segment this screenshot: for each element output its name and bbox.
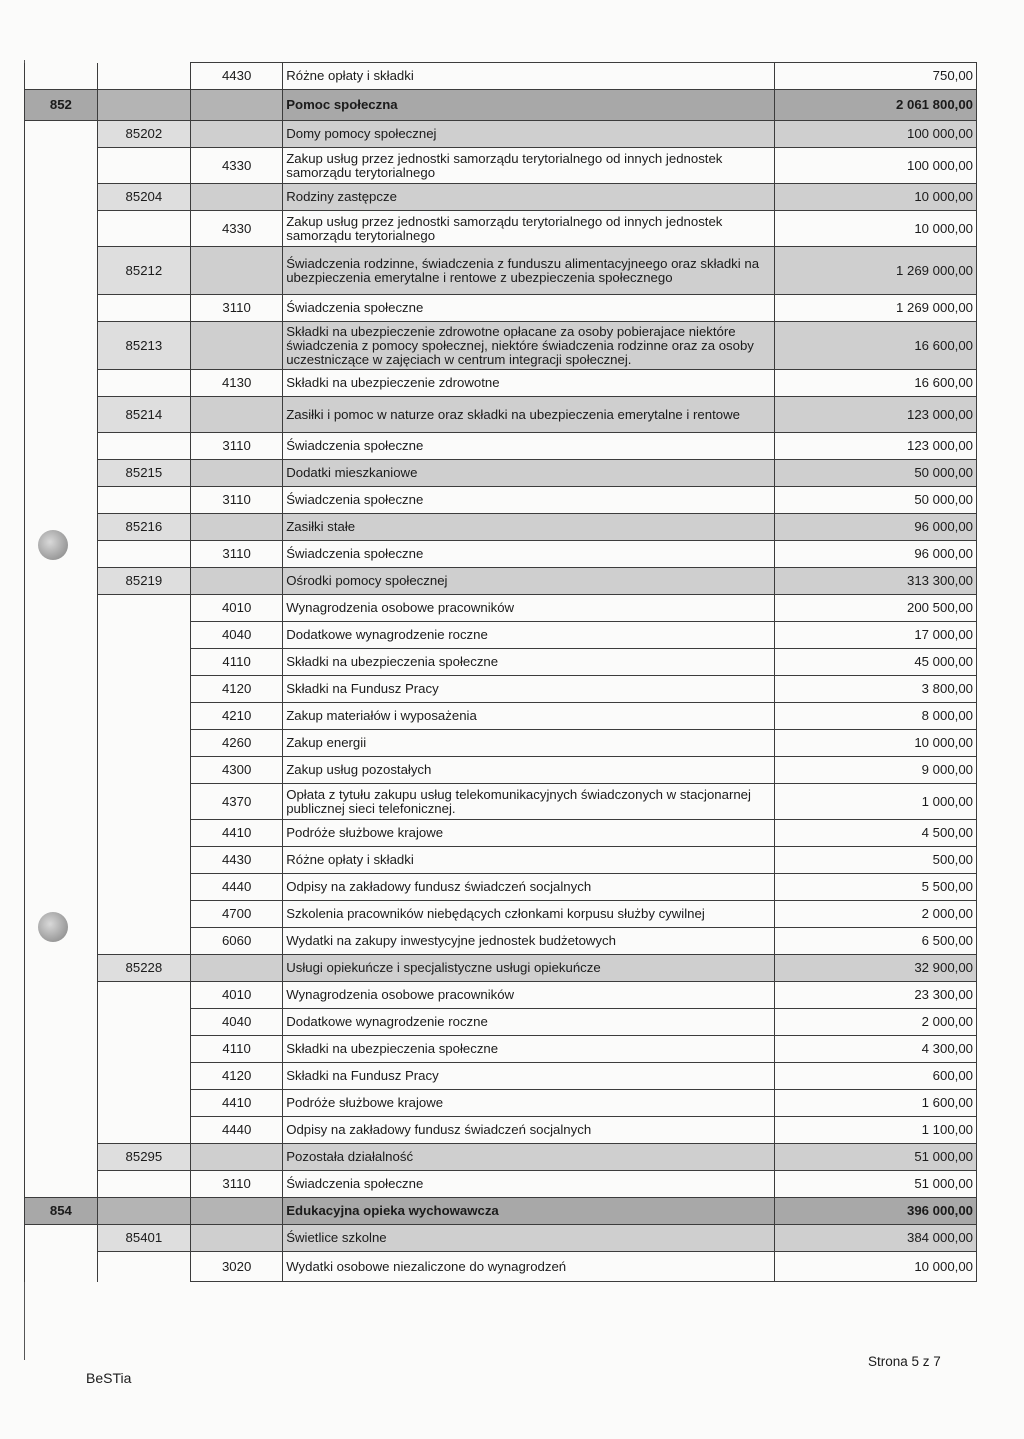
chapter-code	[97, 1252, 190, 1282]
amount: 6 500,00	[775, 928, 977, 955]
paragraph-code: 3110	[191, 1171, 283, 1198]
item-name: Zakup usług przez jednostki samorządu terytorialnego od innych jednostek samorządu terytorialnego	[283, 211, 775, 247]
amount: 750,00	[775, 63, 977, 90]
paragraph-code: 4120	[191, 676, 283, 703]
item-name: Zakup usług przez jednostki samorządu terytorialnego od innych jednostek samorządu terytorialnego	[283, 148, 775, 184]
paragraph-row	[25, 784, 977, 820]
chapter-code	[97, 1036, 190, 1063]
section-code	[25, 247, 98, 295]
amount: 50 000,00	[775, 460, 977, 487]
chapter-code: 85219	[97, 568, 190, 595]
paragraph-code: 3110	[191, 295, 283, 322]
chapter-code: 85216	[97, 514, 190, 541]
amount: 1 269 000,00	[775, 295, 977, 322]
item-name: Podróże służbowe krajowe	[283, 1090, 775, 1117]
section-row	[25, 90, 977, 121]
chapter-code	[97, 295, 190, 322]
paragraph-code: 4040	[191, 1009, 283, 1036]
section-code	[25, 928, 98, 955]
chapter-code	[97, 211, 190, 247]
paragraph-code: 4430	[191, 847, 283, 874]
chapter-code	[97, 1198, 190, 1225]
item-name: Wydatki osobowe niezaliczone do wynagrodzeń	[283, 1252, 775, 1282]
producer-label: BeSTia	[86, 1370, 132, 1386]
amount: 16 600,00	[775, 322, 977, 370]
chapter-row	[25, 397, 977, 433]
item-name: Składki na ubezpieczenie zdrowotne	[283, 370, 775, 397]
paragraph-code	[191, 90, 283, 121]
paragraph-row	[25, 874, 977, 901]
paragraph-code	[191, 460, 283, 487]
paragraph-row	[25, 1036, 977, 1063]
item-name: Podróże służbowe krajowe	[283, 820, 775, 847]
chapter-code	[97, 1090, 190, 1117]
section-code	[25, 1009, 98, 1036]
item-name: Składki na ubezpieczenie zdrowotne opłacane za osoby pobierajace niektóre świadczenia z pomocy społecznej, niektóre świadczenia rodzinne oraz za osoby uczestniczące w zajęciach w centrum integracji społecznej.	[283, 322, 775, 370]
amount: 4 300,00	[775, 1036, 977, 1063]
amount: 51 000,00	[775, 1144, 977, 1171]
amount: 23 300,00	[775, 982, 977, 1009]
amount: 2 000,00	[775, 901, 977, 928]
paragraph-row	[25, 649, 977, 676]
paragraph-row	[25, 1009, 977, 1036]
section-code	[25, 568, 98, 595]
paragraph-row	[25, 1063, 977, 1090]
chapter-code	[97, 541, 190, 568]
chapter-code	[97, 370, 190, 397]
item-name: Zasiłki i pomoc w naturze oraz składki na ubezpieczenia emerytalne i rentowe	[283, 397, 775, 433]
section-code	[25, 703, 98, 730]
paragraph-row	[25, 622, 977, 649]
amount: 2 061 800,00	[775, 90, 977, 121]
paragraph-code: 4700	[191, 901, 283, 928]
chapter-row	[25, 247, 977, 295]
amount: 123 000,00	[775, 397, 977, 433]
section-code	[25, 295, 98, 322]
chapter-code	[97, 982, 190, 1009]
item-name: Opłata z tytułu zakupu usług telekomunikacyjnych świadczonych w stacjonarnej publicznej sieci telefonicznej.	[283, 784, 775, 820]
paragraph-row	[25, 433, 977, 460]
item-name: Świadczenia społeczne	[283, 1171, 775, 1198]
chapter-code	[97, 730, 190, 757]
paragraph-row	[25, 928, 977, 955]
paragraph-code: 3110	[191, 541, 283, 568]
section-code	[25, 757, 98, 784]
paragraph-row	[25, 820, 977, 847]
chapter-code	[97, 1171, 190, 1198]
amount: 123 000,00	[775, 433, 977, 460]
chapter-code	[97, 595, 190, 622]
paragraph-row	[25, 595, 977, 622]
chapter-code	[97, 928, 190, 955]
section-code	[25, 622, 98, 649]
paragraph-code: 6060	[191, 928, 283, 955]
paragraph-row	[25, 148, 977, 184]
amount: 396 000,00	[775, 1198, 977, 1225]
chapter-row	[25, 1144, 977, 1171]
amount: 51 000,00	[775, 1171, 977, 1198]
paragraph-code: 4410	[191, 1090, 283, 1117]
item-name: Usługi opiekuńcze i specjalistyczne usługi opiekuńcze	[283, 955, 775, 982]
paragraph-code	[191, 397, 283, 433]
item-name: Dodatkowe wynagrodzenie roczne	[283, 1009, 775, 1036]
chapter-code	[97, 901, 190, 928]
item-name: Edukacyjna opieka wychowawcza	[283, 1198, 775, 1225]
amount: 313 300,00	[775, 568, 977, 595]
chapter-row	[25, 955, 977, 982]
paragraph-code: 4110	[191, 1036, 283, 1063]
paragraph-row	[25, 901, 977, 928]
amount: 45 000,00	[775, 649, 977, 676]
chapter-code: 85214	[97, 397, 190, 433]
item-name: Zakup usług pozostałych	[283, 757, 775, 784]
paragraph-code: 4110	[191, 649, 283, 676]
item-name: Dodatkowe wynagrodzenie roczne	[283, 622, 775, 649]
paragraph-code: 4120	[191, 1063, 283, 1090]
amount: 100 000,00	[775, 121, 977, 148]
budget-table-body	[25, 63, 977, 1282]
item-name: Rodziny zastępcze	[283, 184, 775, 211]
item-name: Odpisy na zakładowy fundusz świadczeń socjalnych	[283, 874, 775, 901]
section-code	[25, 1036, 98, 1063]
paragraph-row	[25, 1090, 977, 1117]
section-code	[25, 1225, 98, 1252]
amount: 17 000,00	[775, 622, 977, 649]
amount: 10 000,00	[775, 211, 977, 247]
amount: 16 600,00	[775, 370, 977, 397]
paragraph-row	[25, 1252, 977, 1282]
amount: 96 000,00	[775, 541, 977, 568]
section-code	[25, 730, 98, 757]
paragraph-row	[25, 703, 977, 730]
section-code: 854	[25, 1198, 98, 1225]
chapter-code	[97, 1117, 190, 1144]
paragraph-code	[191, 322, 283, 370]
chapter-code	[97, 1063, 190, 1090]
item-name: Pomoc społeczna	[283, 90, 775, 121]
amount: 32 900,00	[775, 955, 977, 982]
amount: 10 000,00	[775, 1252, 977, 1282]
amount: 2 000,00	[775, 1009, 977, 1036]
budget-table	[24, 62, 977, 1282]
section-code	[25, 955, 98, 982]
paragraph-code	[191, 514, 283, 541]
chapter-row	[25, 514, 977, 541]
chapter-code	[97, 1009, 190, 1036]
section-code	[25, 1063, 98, 1090]
chapter-code	[97, 433, 190, 460]
chapter-code: 85401	[97, 1225, 190, 1252]
section-code	[25, 487, 98, 514]
chapter-code	[97, 676, 190, 703]
section-code	[25, 433, 98, 460]
paragraph-row	[25, 63, 977, 90]
item-name: Świadczenia społeczne	[283, 433, 775, 460]
chapter-code	[97, 622, 190, 649]
chapter-row	[25, 184, 977, 211]
item-name: Składki na ubezpieczenia społeczne	[283, 649, 775, 676]
paragraph-row	[25, 1117, 977, 1144]
chapter-code: 85215	[97, 460, 190, 487]
item-name: Szkolenia pracowników niebędących członkami korpusu służby cywilnej	[283, 901, 775, 928]
paragraph-code: 4300	[191, 757, 283, 784]
chapter-code	[97, 820, 190, 847]
paragraph-code: 4210	[191, 703, 283, 730]
amount: 4 500,00	[775, 820, 977, 847]
chapter-code: 85228	[97, 955, 190, 982]
paragraph-code	[191, 1144, 283, 1171]
paragraph-code	[191, 184, 283, 211]
amount: 9 000,00	[775, 757, 977, 784]
chapter-code	[97, 784, 190, 820]
paragraph-code: 4330	[191, 148, 283, 184]
section-code	[25, 121, 98, 148]
paragraph-row	[25, 730, 977, 757]
section-code	[25, 820, 98, 847]
paragraph-code	[191, 247, 283, 295]
amount: 200 500,00	[775, 595, 977, 622]
paragraph-row	[25, 982, 977, 1009]
amount: 1 100,00	[775, 1117, 977, 1144]
chapter-code: 85202	[97, 121, 190, 148]
paragraph-code	[191, 121, 283, 148]
amount: 10 000,00	[775, 730, 977, 757]
paragraph-row	[25, 370, 977, 397]
item-name: Świadczenia społeczne	[283, 541, 775, 568]
item-name: Zasiłki stałe	[283, 514, 775, 541]
item-name: Świadczenia społeczne	[283, 487, 775, 514]
item-name: Składki na ubezpieczenia społeczne	[283, 1036, 775, 1063]
item-name: Składki na Fundusz Pracy	[283, 676, 775, 703]
chapter-code	[97, 757, 190, 784]
item-name: Domy pomocy społecznej	[283, 121, 775, 148]
amount: 1 269 000,00	[775, 247, 977, 295]
section-code	[25, 460, 98, 487]
section-code	[25, 874, 98, 901]
section-code	[25, 676, 98, 703]
section-code	[25, 901, 98, 928]
item-name: Dodatki mieszkaniowe	[283, 460, 775, 487]
chapter-code	[97, 847, 190, 874]
section-code	[25, 1171, 98, 1198]
item-name: Zakup energii	[283, 730, 775, 757]
paragraph-code: 4430	[191, 63, 283, 90]
paragraph-row	[25, 295, 977, 322]
paragraph-code: 4440	[191, 1117, 283, 1144]
amount: 100 000,00	[775, 148, 977, 184]
section-code	[25, 595, 98, 622]
paragraph-row	[25, 211, 977, 247]
chapter-code	[97, 649, 190, 676]
section-code	[25, 784, 98, 820]
amount: 384 000,00	[775, 1225, 977, 1252]
chapter-code	[97, 63, 190, 90]
chapter-code	[97, 148, 190, 184]
chapter-row	[25, 568, 977, 595]
paragraph-row	[25, 487, 977, 514]
section-code: 852	[25, 90, 98, 121]
paragraph-code: 4010	[191, 982, 283, 1009]
item-name: Zakup materiałów i wyposażenia	[283, 703, 775, 730]
item-name: Świadczenia rodzinne, świadczenia z funduszu alimentacyjneego oraz składki na ubezpieczenia emerytalne i rentowe z ubezpieczenia społecznego	[283, 247, 775, 295]
section-row	[25, 1198, 977, 1225]
paragraph-row	[25, 1171, 977, 1198]
section-code	[25, 982, 98, 1009]
item-name: Odpisy na zakładowy fundusz świadczeń socjalnych	[283, 1117, 775, 1144]
amount: 8 000,00	[775, 703, 977, 730]
paragraph-code: 4260	[191, 730, 283, 757]
section-code	[25, 184, 98, 211]
section-code	[25, 847, 98, 874]
amount: 96 000,00	[775, 514, 977, 541]
item-name: Świadczenia społeczne	[283, 295, 775, 322]
chapter-code: 85213	[97, 322, 190, 370]
chapter-code	[97, 90, 190, 121]
paragraph-code: 3020	[191, 1252, 283, 1282]
paragraph-code: 4370	[191, 784, 283, 820]
page-number: Strona 5 z 7	[868, 1354, 941, 1369]
paragraph-code: 4410	[191, 820, 283, 847]
section-code	[25, 148, 98, 184]
chapter-code	[97, 487, 190, 514]
amount: 3 800,00	[775, 676, 977, 703]
paragraph-code	[191, 1198, 283, 1225]
paragraph-code	[191, 1225, 283, 1252]
section-code	[25, 370, 98, 397]
section-code	[25, 649, 98, 676]
section-code	[25, 1252, 98, 1282]
paragraph-code: 3110	[191, 433, 283, 460]
paragraph-code: 4440	[191, 874, 283, 901]
amount: 500,00	[775, 847, 977, 874]
paragraph-code: 4330	[191, 211, 283, 247]
paragraph-code: 4040	[191, 622, 283, 649]
chapter-code	[97, 874, 190, 901]
section-code	[25, 211, 98, 247]
paragraph-code: 4010	[191, 595, 283, 622]
section-code	[25, 322, 98, 370]
section-code	[25, 63, 98, 90]
amount: 1 000,00	[775, 784, 977, 820]
paragraph-row	[25, 757, 977, 784]
paragraph-code	[191, 955, 283, 982]
section-code	[25, 397, 98, 433]
item-name: Różne opłaty i składki	[283, 63, 775, 90]
chapter-code: 85212	[97, 247, 190, 295]
section-code	[25, 1144, 98, 1171]
amount: 600,00	[775, 1063, 977, 1090]
section-code	[25, 1117, 98, 1144]
paragraph-code: 3110	[191, 487, 283, 514]
item-name: Wydatki na zakupy inwestycyjne jednostek budżetowych	[283, 928, 775, 955]
chapter-row	[25, 460, 977, 487]
item-name: Różne opłaty i składki	[283, 847, 775, 874]
item-name: Wynagrodzenia osobowe pracowników	[283, 982, 775, 1009]
item-name: Składki na Fundusz Pracy	[283, 1063, 775, 1090]
paragraph-row	[25, 847, 977, 874]
chapter-row	[25, 322, 977, 370]
paragraph-row	[25, 676, 977, 703]
chapter-code: 85295	[97, 1144, 190, 1171]
item-name: Świetlice szkolne	[283, 1225, 775, 1252]
amount: 5 500,00	[775, 874, 977, 901]
item-name: Ośrodki pomocy społecznej	[283, 568, 775, 595]
paragraph-code	[191, 568, 283, 595]
chapter-code	[97, 703, 190, 730]
amount: 1 600,00	[775, 1090, 977, 1117]
section-code	[25, 541, 98, 568]
amount: 50 000,00	[775, 487, 977, 514]
item-name: Pozostała działalność	[283, 1144, 775, 1171]
paragraph-row	[25, 541, 977, 568]
chapter-row	[25, 121, 977, 148]
chapter-code: 85204	[97, 184, 190, 211]
section-code	[25, 514, 98, 541]
item-name: Wynagrodzenia osobowe pracowników	[283, 595, 775, 622]
chapter-row	[25, 1225, 977, 1252]
section-code	[25, 1090, 98, 1117]
paragraph-code: 4130	[191, 370, 283, 397]
amount: 10 000,00	[775, 184, 977, 211]
